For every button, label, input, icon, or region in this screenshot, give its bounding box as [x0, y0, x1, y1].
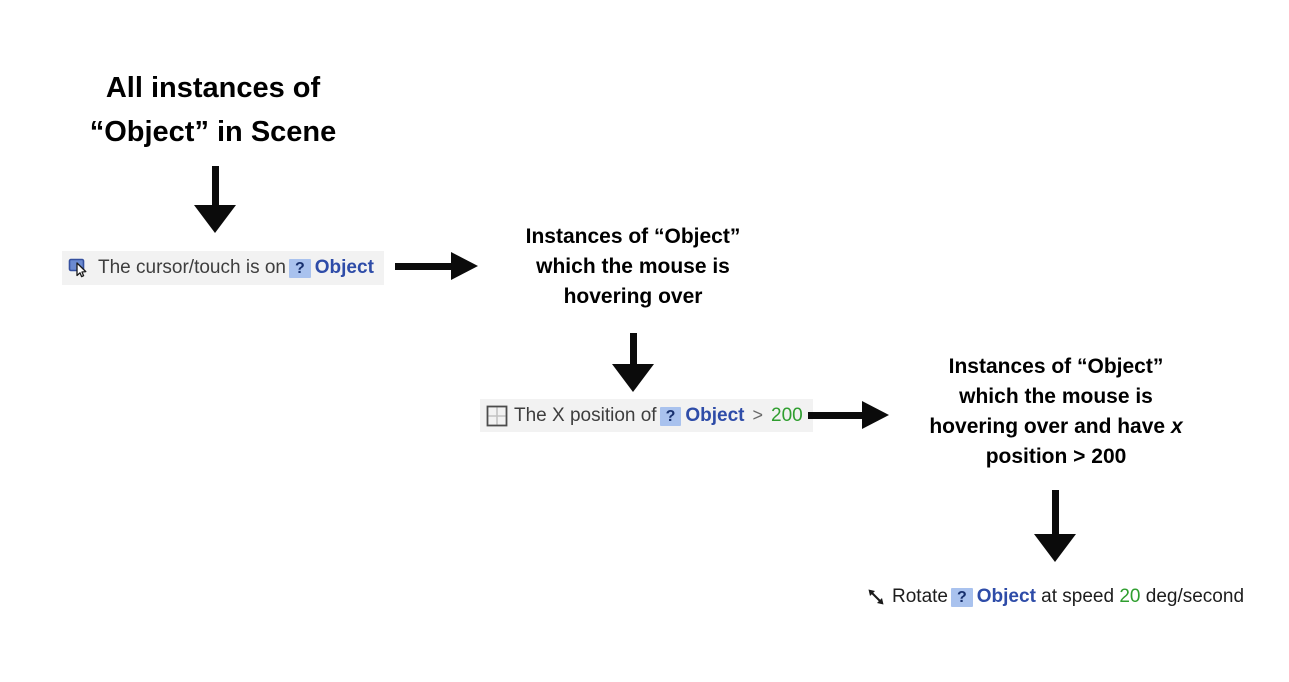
flow-arrow-right-2 — [808, 401, 889, 429]
value-text: 20 — [1119, 586, 1141, 607]
object-placeholder-chip: ? — [951, 588, 973, 607]
object-placeholder-chip: ? — [660, 407, 682, 426]
text-segment: The X position of — [514, 404, 657, 426]
arrow-stem — [808, 412, 862, 419]
annotation-line — [48, 66, 378, 110]
x-position-icon — [486, 405, 508, 427]
object-placeholder-chip: ? — [289, 259, 311, 278]
text-segment: Rotate — [892, 586, 948, 607]
annotation-line — [478, 222, 788, 252]
annotation-line — [478, 252, 788, 282]
text-segment: Instances of “Object” — [948, 355, 1164, 378]
condition-text — [514, 405, 803, 427]
arrow-stem — [395, 263, 451, 270]
object-name: Object — [685, 404, 745, 426]
text-segment: All instances of — [105, 72, 321, 104]
text-segment: The cursor/touch is on — [98, 257, 286, 278]
value-text: 200 — [771, 404, 803, 426]
arrow-stem — [630, 333, 637, 364]
text-segment: hovering over — [563, 285, 703, 308]
arrow-head — [862, 401, 889, 429]
arrow-stem — [212, 166, 219, 205]
flow-arrow-down-3 — [1033, 490, 1077, 562]
arrow-head — [1034, 534, 1076, 562]
operator-text: > — [752, 404, 764, 425]
flow-arrow-down-1 — [193, 166, 237, 233]
object-name: Object — [314, 257, 374, 278]
condition-text — [98, 257, 374, 279]
text-segment: which the mouse is — [536, 255, 730, 278]
cursor-on-object-icon — [68, 256, 92, 280]
arrow-head — [451, 252, 478, 280]
annotation-line — [898, 412, 1214, 442]
arrow-head — [612, 364, 654, 392]
action-text — [892, 586, 1244, 608]
event-condition-x-position — [480, 399, 813, 432]
text-segment: at speed — [1035, 586, 1120, 607]
event-action-rotate-object — [866, 580, 1254, 614]
flow-arrow-right-1 — [395, 252, 478, 280]
text-segment: which the mouse is — [959, 385, 1153, 408]
annotation-hover-instances — [478, 222, 788, 312]
text-segment: position > 200 — [985, 445, 1127, 468]
text-segment: Instances of “Object” — [525, 225, 741, 248]
italic-text: x — [1170, 415, 1183, 438]
annotation-line — [898, 442, 1214, 472]
flow-arrow-down-2 — [611, 333, 655, 392]
text-segment: hovering over and have — [929, 415, 1171, 438]
object-name: Object — [976, 586, 1036, 607]
text-segment: “Object” in Scene — [89, 116, 337, 148]
annotation-line — [48, 110, 378, 154]
event-condition-cursor-on-object — [62, 251, 384, 285]
annotation-line — [898, 382, 1214, 412]
arrow-stem — [1052, 490, 1059, 534]
rotate-icon — [866, 587, 886, 607]
annotation-line — [478, 282, 788, 312]
arrow-head — [194, 205, 236, 233]
annotation-all-instances — [48, 66, 378, 154]
annotation-hover-x-instances — [898, 352, 1214, 472]
annotation-line — [898, 352, 1214, 382]
text-segment: deg/second — [1140, 586, 1245, 607]
